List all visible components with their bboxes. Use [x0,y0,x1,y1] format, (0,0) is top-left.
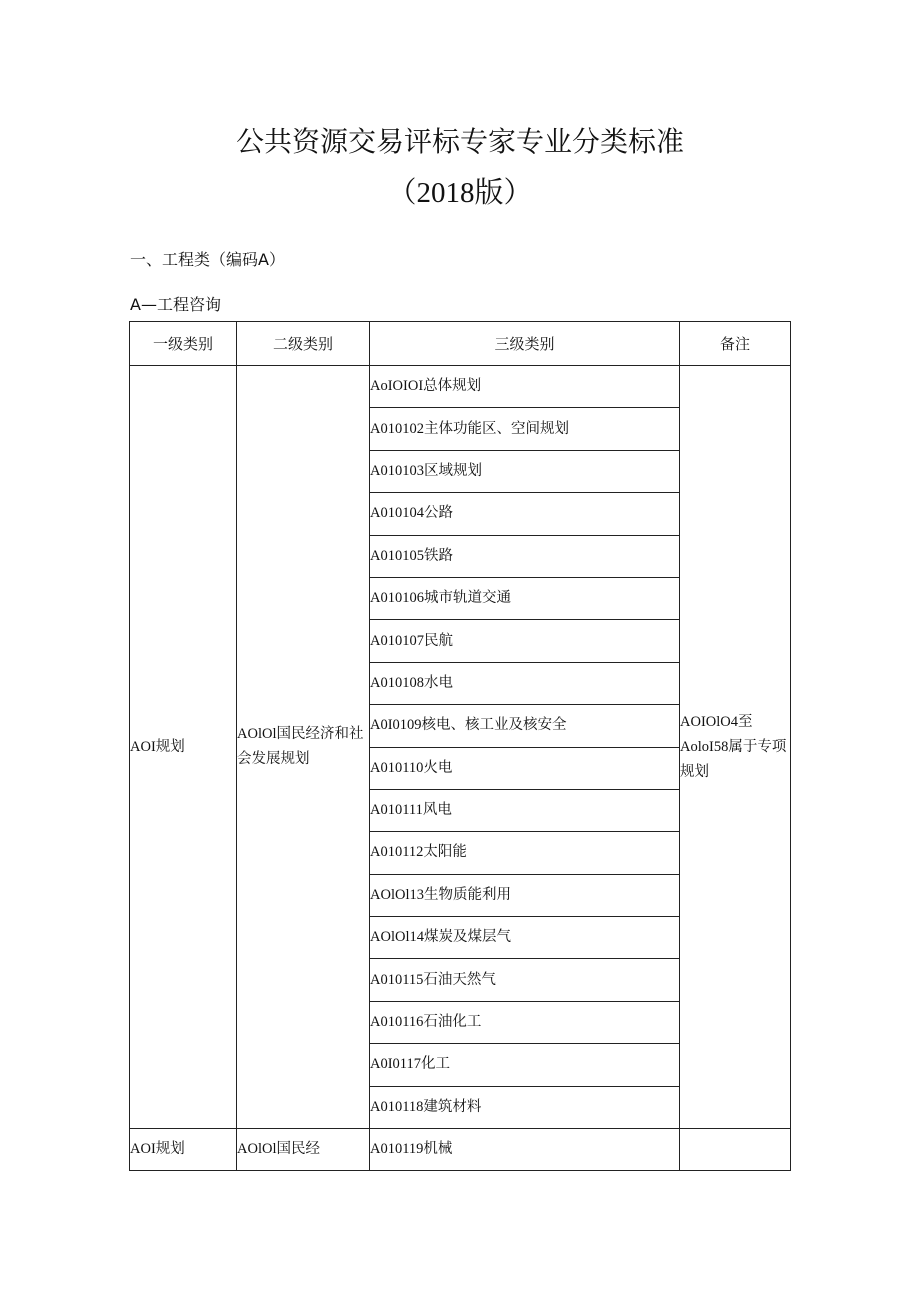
note-cell: AOIOlO4至AoloI58属于专项规划 [680,366,791,1129]
level3-cell: A010118建筑材料 [370,1086,680,1128]
section-heading: 一、工程类（编码A） [130,250,285,269]
level3-cell: A010104公路 [370,493,680,535]
document-title: 公共资源交易评标专家专业分类标准 [235,125,684,158]
level3-cell: AOlOl13生物质能利用 [370,874,680,916]
level3-cell: A010107民航 [370,620,680,662]
level3-cell: A010119机械 [370,1129,680,1171]
classification-table [129,321,791,1171]
level3-cell: A010115石油天然气 [370,959,680,1001]
table-row [130,1129,791,1171]
header-level2: 二级类别 [237,322,370,366]
document-edition: （2018版） [387,177,533,209]
level1-cell: AOI规划 [130,1129,237,1171]
level3-cell: A010108水电 [370,662,680,704]
level3-cell: A010111风电 [370,789,680,831]
level3-cell: A0I0109核电、核工业及核安全 [370,705,680,747]
level3-cell: A010110火电 [370,747,680,789]
level3-cell: A010102主体功能区、空间规划 [370,408,680,450]
level3-cell: A010106城市轨道交通 [370,577,680,619]
header-level3: 三级类别 [370,322,680,366]
table-row [130,366,791,408]
level2-cell: AOlOl国民经济和社会发展规划 [237,366,370,1129]
table-header-row [130,322,791,366]
header-note: 备注 [680,322,791,366]
level3-cell: A010103区域规划 [370,450,680,492]
level3-cell: AOlOl14煤炭及煤层气 [370,917,680,959]
level3-cell: A010105铁路 [370,535,680,577]
note-cell [680,1129,791,1171]
level3-cell: AoIOIOI总体规划 [370,366,680,408]
level1-cell: AOI规划 [130,366,237,1129]
level2-cell: AOlOl国民经 [237,1129,370,1171]
level3-cell: A010112太阳能 [370,832,680,874]
level3-cell: A010116石油化工 [370,1001,680,1043]
level3-cell: A0I0117化工 [370,1044,680,1086]
subsection-heading: A—工程咨询 [130,295,221,314]
header-level1: 一级类别 [130,322,237,366]
